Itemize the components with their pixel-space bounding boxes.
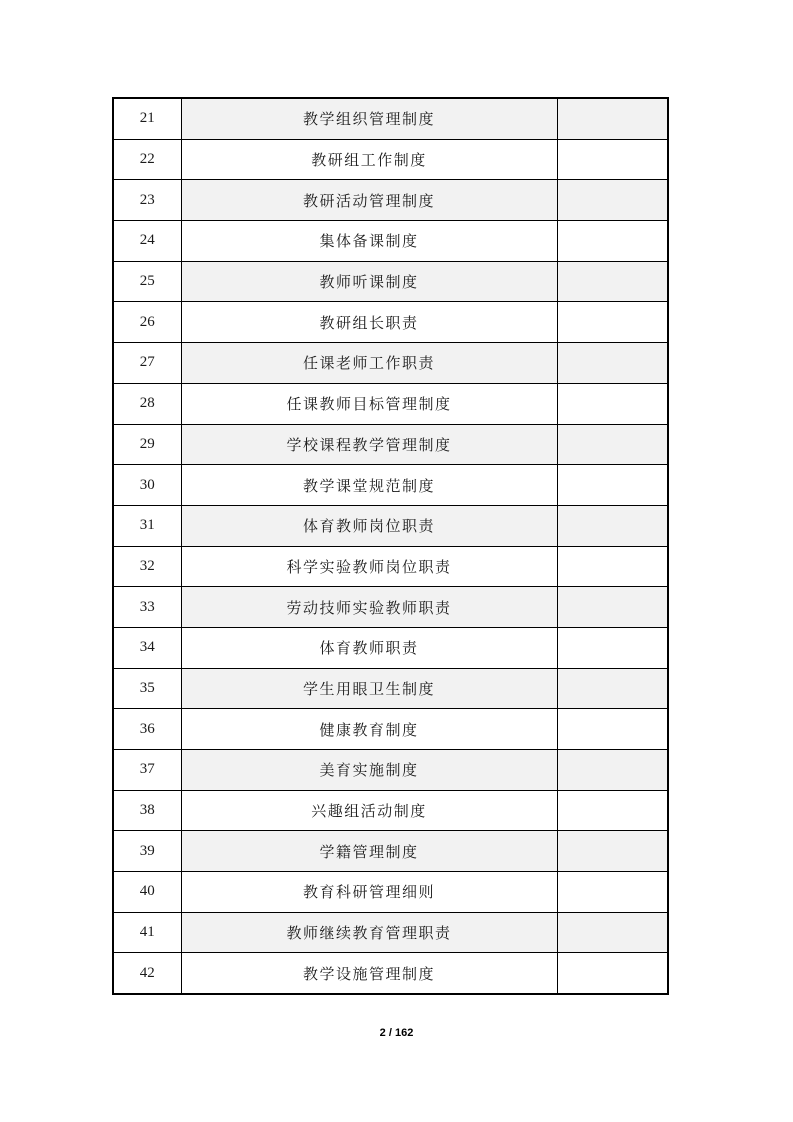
notes-cell: [557, 750, 668, 791]
policy-title-cell: 任课老师工作职责: [181, 343, 557, 384]
table-row: [113, 302, 668, 343]
table-row: [113, 424, 668, 465]
notes-cell: [557, 261, 668, 302]
notes-cell: [557, 343, 668, 384]
row-number-cell: 29: [113, 424, 181, 465]
table-row: [113, 546, 668, 587]
row-number-cell: 38: [113, 790, 181, 831]
table-row: [113, 831, 668, 872]
row-number-cell: 42: [113, 953, 181, 994]
policy-title-cell: 教学设施管理制度: [181, 953, 557, 994]
policy-title-cell: 科学实验教师岗位职责: [181, 546, 557, 587]
table-row: [113, 750, 668, 791]
notes-cell: [557, 221, 668, 262]
notes-cell: [557, 180, 668, 221]
table-row: [113, 98, 668, 139]
policy-title-cell: 任课教师目标管理制度: [181, 383, 557, 424]
row-number-cell: 23: [113, 180, 181, 221]
document-table: [112, 97, 669, 995]
notes-cell: [557, 587, 668, 628]
row-number-cell: 35: [113, 668, 181, 709]
policy-title-cell: 教研组长职责: [181, 302, 557, 343]
row-number-cell: 40: [113, 872, 181, 913]
notes-cell: [557, 831, 668, 872]
row-number-cell: 34: [113, 627, 181, 668]
row-number-cell: 39: [113, 831, 181, 872]
notes-cell: [557, 953, 668, 994]
table-row: [113, 668, 668, 709]
table-row: [113, 709, 668, 750]
policy-title-cell: 教师听课制度: [181, 261, 557, 302]
page-number: 2 / 162: [379, 1027, 414, 1039]
table-row: [113, 221, 668, 262]
table-row: [113, 505, 668, 546]
policy-title-cell: 教研组工作制度: [181, 139, 557, 180]
policy-title-cell: 教学课堂规范制度: [181, 465, 557, 506]
table-row: [113, 465, 668, 506]
notes-cell: [557, 302, 668, 343]
policy-title-cell: 教育科研管理细则: [181, 872, 557, 913]
table-row: [113, 261, 668, 302]
row-number-cell: 37: [113, 750, 181, 791]
notes-cell: [557, 424, 668, 465]
notes-cell: [557, 505, 668, 546]
table-body: [113, 98, 668, 994]
policy-title-cell: 美育实施制度: [181, 750, 557, 791]
policy-title-cell: 健康教育制度: [181, 709, 557, 750]
row-number-cell: 25: [113, 261, 181, 302]
notes-cell: [557, 872, 668, 913]
notes-cell: [557, 383, 668, 424]
row-number-cell: 41: [113, 912, 181, 953]
notes-cell: [557, 139, 668, 180]
notes-cell: [557, 98, 668, 139]
policy-title-cell: 教学组织管理制度: [181, 98, 557, 139]
policy-title-cell: 教师继续教育管理职责: [181, 912, 557, 953]
policy-title-cell: 教研活动管理制度: [181, 180, 557, 221]
policy-title-cell: 劳动技师实验教师职责: [181, 587, 557, 628]
row-number-cell: 21: [113, 98, 181, 139]
notes-cell: [557, 790, 668, 831]
table-row: [113, 953, 668, 994]
notes-cell: [557, 627, 668, 668]
row-number-cell: 36: [113, 709, 181, 750]
policy-title-cell: 学生用眼卫生制度: [181, 668, 557, 709]
notes-cell: [557, 546, 668, 587]
table-row: [113, 790, 668, 831]
table-row: [113, 343, 668, 384]
row-number-cell: 31: [113, 505, 181, 546]
table-row: [113, 139, 668, 180]
table-row: [113, 627, 668, 668]
notes-cell: [557, 465, 668, 506]
policy-title-cell: 体育教师职责: [181, 627, 557, 668]
policy-title-cell: 集体备课制度: [181, 221, 557, 262]
notes-cell: [557, 709, 668, 750]
policy-title-cell: 兴趣组活动制度: [181, 790, 557, 831]
notes-cell: [557, 912, 668, 953]
policy-title-cell: 学籍管理制度: [181, 831, 557, 872]
row-number-cell: 26: [113, 302, 181, 343]
row-number-cell: 22: [113, 139, 181, 180]
policy-title-cell: 学校课程教学管理制度: [181, 424, 557, 465]
row-number-cell: 30: [113, 465, 181, 506]
row-number-cell: 32: [113, 546, 181, 587]
notes-cell: [557, 668, 668, 709]
row-number-cell: 24: [113, 221, 181, 262]
table-row: [113, 912, 668, 953]
row-number-cell: 27: [113, 343, 181, 384]
row-number-cell: 28: [113, 383, 181, 424]
table-row: [113, 587, 668, 628]
table-row: [113, 383, 668, 424]
policy-title-cell: 体育教师岗位职责: [181, 505, 557, 546]
table-row: [113, 872, 668, 913]
table-row: [113, 180, 668, 221]
row-number-cell: 33: [113, 587, 181, 628]
